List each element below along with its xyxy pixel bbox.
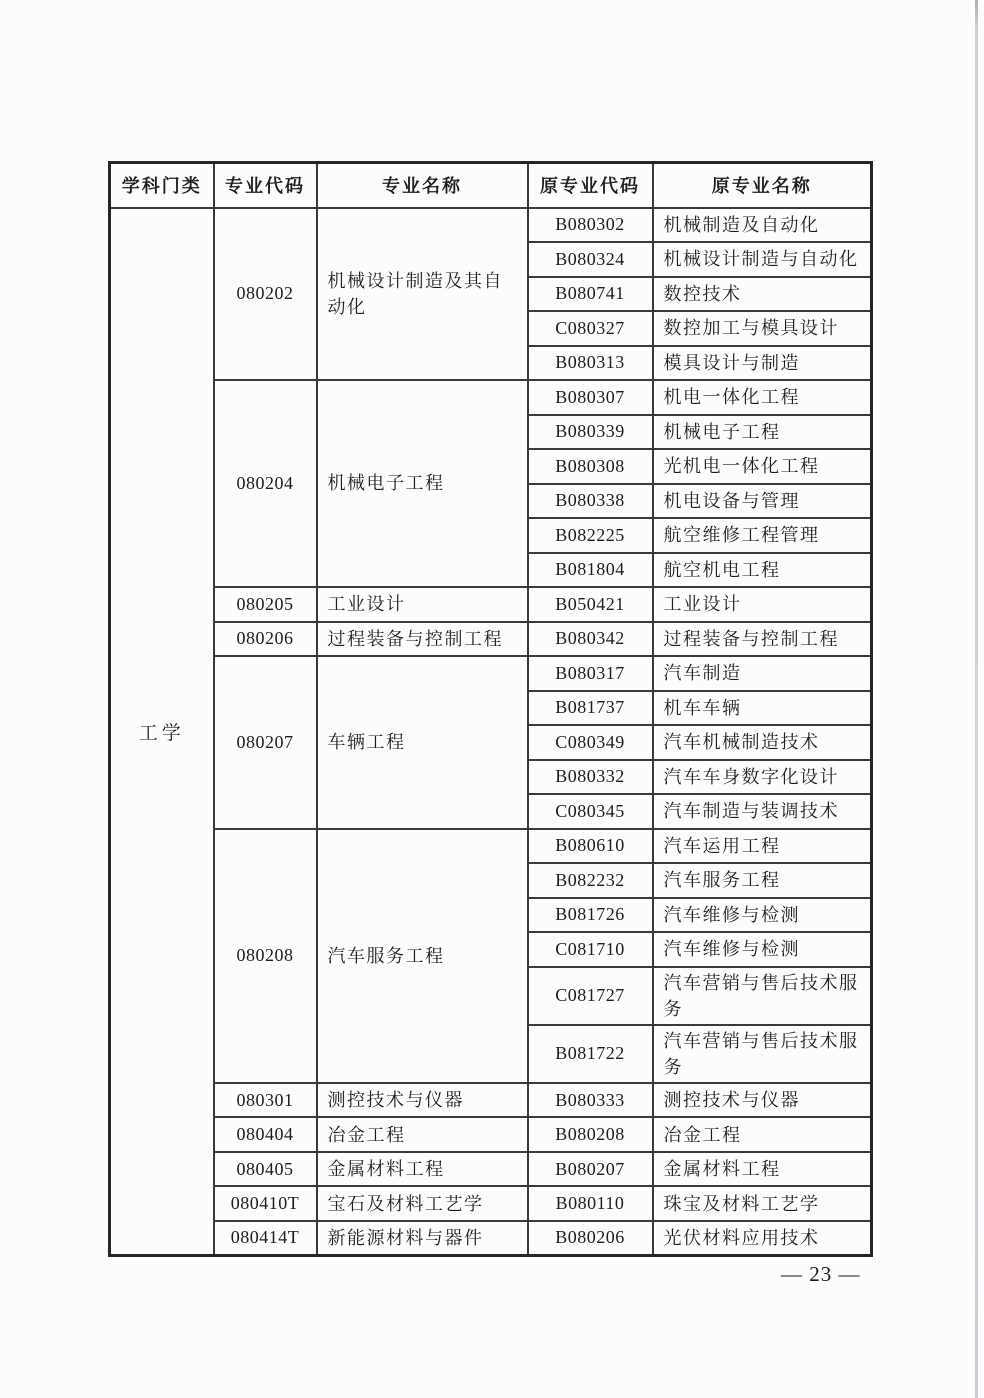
old-major-code-cell: B080302 bbox=[528, 208, 653, 243]
old-major-code-cell: C081727 bbox=[528, 967, 653, 1025]
major-name-cell: 冶金工程 bbox=[317, 1117, 528, 1152]
old-major-name-cell: 汽车车身数字化设计 bbox=[653, 760, 872, 795]
major-code-cell: 080208 bbox=[214, 829, 317, 1083]
old-major-name-cell: 机械制造及自动化 bbox=[653, 208, 872, 243]
old-major-name-cell: 机电一体化工程 bbox=[653, 380, 872, 415]
old-major-code-cell: B080206 bbox=[528, 1221, 653, 1256]
major-name-cell: 新能源材料与器件 bbox=[317, 1221, 528, 1256]
old-major-code-cell: B080307 bbox=[528, 380, 653, 415]
old-major-code-cell: B080338 bbox=[528, 484, 653, 519]
old-major-code-cell: B080207 bbox=[528, 1152, 653, 1187]
major-name-cell: 机械电子工程 bbox=[317, 380, 528, 587]
major-code-cell: 080405 bbox=[214, 1152, 317, 1187]
old-major-name-cell: 机电设备与管理 bbox=[653, 484, 872, 519]
old-major-code-cell: C081710 bbox=[528, 932, 653, 967]
old-major-name-cell: 航空机电工程 bbox=[653, 553, 872, 588]
old-major-code-cell: B080333 bbox=[528, 1083, 653, 1118]
old-major-code-cell: B080324 bbox=[528, 242, 653, 277]
major-name-cell: 金属材料工程 bbox=[317, 1152, 528, 1187]
old-major-name-cell: 汽车制造与装调技术 bbox=[653, 794, 872, 829]
old-major-name-cell: 汽车维修与检测 bbox=[653, 898, 872, 933]
header-major-name: 专业名称 bbox=[317, 163, 528, 208]
header-discipline-category: 学科门类 bbox=[110, 163, 214, 208]
old-major-name-cell: 金属材料工程 bbox=[653, 1152, 872, 1187]
old-major-code-cell: B082225 bbox=[528, 518, 653, 553]
old-major-name-cell: 机车车辆 bbox=[653, 691, 872, 726]
major-code-cell: 080404 bbox=[214, 1117, 317, 1152]
old-major-code-cell: B082232 bbox=[528, 863, 653, 898]
major-code-cell: 080410T bbox=[214, 1186, 317, 1221]
old-major-name-cell: 汽车维修与检测 bbox=[653, 932, 872, 967]
table-row bbox=[110, 587, 872, 622]
header-old-major-code: 原专业代码 bbox=[528, 163, 653, 208]
major-code-mapping-table bbox=[108, 161, 873, 1257]
old-major-code-cell: B080610 bbox=[528, 829, 653, 864]
major-name-cell: 过程装备与控制工程 bbox=[317, 622, 528, 657]
old-major-code-cell: B080313 bbox=[528, 346, 653, 381]
table-row bbox=[110, 1221, 872, 1256]
table-row bbox=[110, 1152, 872, 1187]
old-major-name-cell: 汽车机械制造技术 bbox=[653, 725, 872, 760]
major-code-cell: 080204 bbox=[214, 380, 317, 587]
old-major-name-cell: 测控技术与仪器 bbox=[653, 1083, 872, 1118]
major-name-cell: 宝石及材料工艺学 bbox=[317, 1186, 528, 1221]
old-major-name-cell: 机械设计制造与自动化 bbox=[653, 242, 872, 277]
old-major-name-cell: 汽车服务工程 bbox=[653, 863, 872, 898]
old-major-code-cell: B080741 bbox=[528, 277, 653, 312]
old-major-code-cell: B081726 bbox=[528, 898, 653, 933]
old-major-code-cell: B080342 bbox=[528, 622, 653, 657]
old-major-name-cell: 汽车营销与售后技术服务 bbox=[653, 967, 872, 1025]
old-major-name-cell: 机械电子工程 bbox=[653, 415, 872, 450]
major-code-cell: 080202 bbox=[214, 208, 317, 381]
major-name-cell: 汽车服务工程 bbox=[317, 829, 528, 1083]
old-major-code-cell: B080339 bbox=[528, 415, 653, 450]
old-major-name-cell: 汽车营销与售后技术服务 bbox=[653, 1025, 872, 1083]
old-major-name-cell: 航空维修工程管理 bbox=[653, 518, 872, 553]
old-major-name-cell: 数控加工与模具设计 bbox=[653, 311, 872, 346]
old-major-name-cell: 汽车运用工程 bbox=[653, 829, 872, 864]
old-major-name-cell: 光伏材料应用技术 bbox=[653, 1221, 872, 1256]
table-row bbox=[110, 829, 872, 864]
old-major-code-cell: B080208 bbox=[528, 1117, 653, 1152]
major-code-cell: 080205 bbox=[214, 587, 317, 622]
old-major-name-cell: 模具设计与制造 bbox=[653, 346, 872, 381]
major-name-cell: 测控技术与仪器 bbox=[317, 1083, 528, 1118]
old-major-code-cell: C080345 bbox=[528, 794, 653, 829]
old-major-name-cell: 冶金工程 bbox=[653, 1117, 872, 1152]
old-major-name-cell: 过程装备与控制工程 bbox=[653, 622, 872, 657]
major-code-cell: 080301 bbox=[214, 1083, 317, 1118]
table-row bbox=[110, 622, 872, 657]
old-major-code-cell: B081804 bbox=[528, 553, 653, 588]
header-major-code: 专业代码 bbox=[214, 163, 317, 208]
old-major-code-cell: B050421 bbox=[528, 587, 653, 622]
old-major-name-cell: 数控技术 bbox=[653, 277, 872, 312]
table-row bbox=[110, 656, 872, 691]
page-number: — 23 — bbox=[781, 1262, 861, 1286]
major-code-cell: 080207 bbox=[214, 656, 317, 829]
old-major-code-cell: B080317 bbox=[528, 656, 653, 691]
scan-edge-artifact bbox=[975, 0, 978, 1398]
old-major-name-cell: 珠宝及材料工艺学 bbox=[653, 1186, 872, 1221]
table-row bbox=[110, 380, 872, 415]
old-major-code-cell: B080332 bbox=[528, 760, 653, 795]
header-old-major-name: 原专业名称 bbox=[653, 163, 872, 208]
old-major-name-cell: 工业设计 bbox=[653, 587, 872, 622]
old-major-code-cell: C080349 bbox=[528, 725, 653, 760]
major-code-cell: 080414T bbox=[214, 1221, 317, 1256]
old-major-code-cell: B080110 bbox=[528, 1186, 653, 1221]
major-code-cell: 080206 bbox=[214, 622, 317, 657]
table-row bbox=[110, 208, 872, 243]
old-major-code-cell: B081737 bbox=[528, 691, 653, 726]
table-header-row bbox=[110, 163, 872, 208]
old-major-code-cell: B080308 bbox=[528, 449, 653, 484]
major-name-cell: 机械设计制造及其自动化 bbox=[317, 208, 528, 381]
old-major-code-cell: B081722 bbox=[528, 1025, 653, 1083]
major-name-cell: 车辆工程 bbox=[317, 656, 528, 829]
old-major-code-cell: C080327 bbox=[528, 311, 653, 346]
table-row bbox=[110, 1083, 872, 1118]
table-row bbox=[110, 1117, 872, 1152]
discipline-cell: 工学 bbox=[110, 208, 214, 1256]
old-major-name-cell: 光机电一体化工程 bbox=[653, 449, 872, 484]
table-row bbox=[110, 1186, 872, 1221]
major-name-cell: 工业设计 bbox=[317, 587, 528, 622]
old-major-name-cell: 汽车制造 bbox=[653, 656, 872, 691]
